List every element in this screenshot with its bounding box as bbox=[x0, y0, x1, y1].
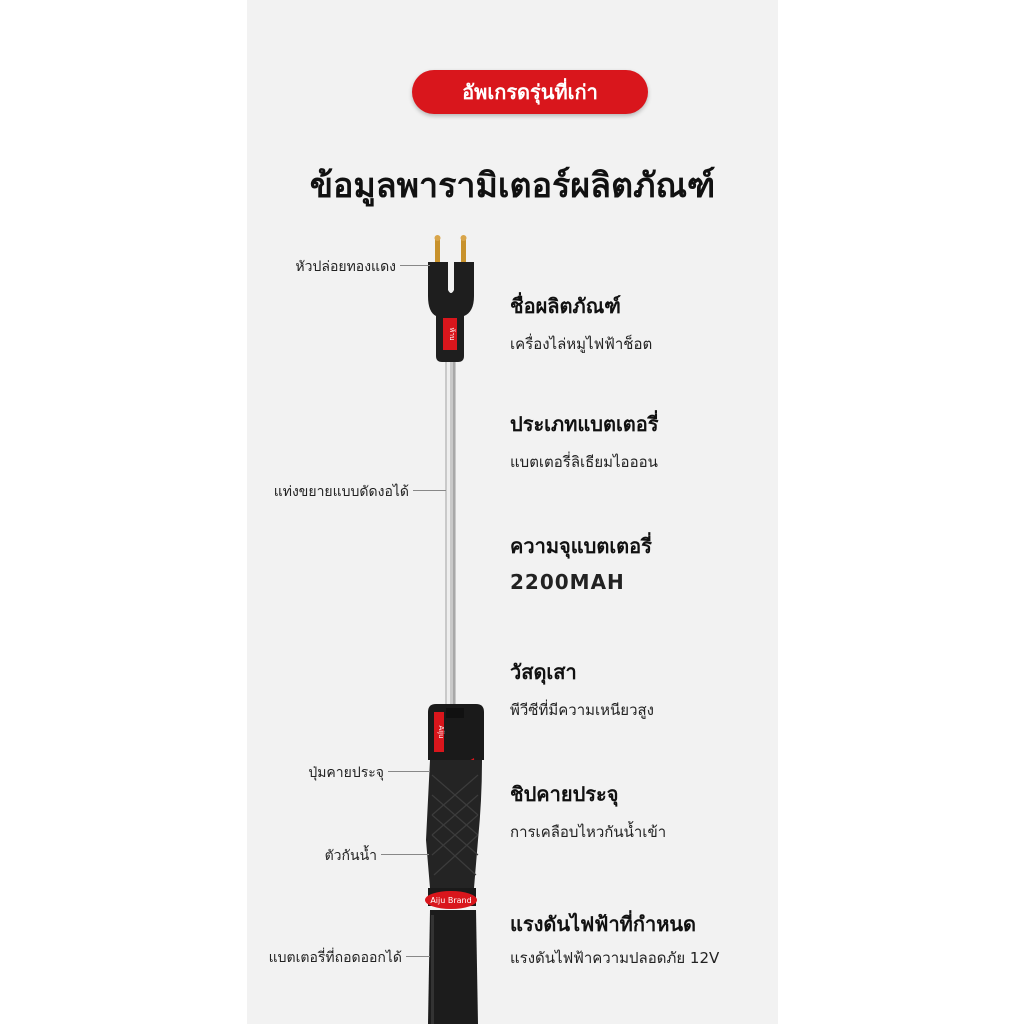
part-label-telescopic-rod: แท่งขยายแบบดัดงอได้ bbox=[273, 484, 409, 500]
spec-value: แรงดันไฟฟ้าความปลอดภัย 12V bbox=[510, 949, 720, 967]
spec-product-name bbox=[510, 290, 652, 356]
spec-pole-material bbox=[510, 656, 654, 722]
leader-telescopic-rod bbox=[413, 490, 446, 491]
part-label-battery: แบตเตอรี่ที่ถอดออกได้ bbox=[268, 950, 402, 966]
spec-discharge-chip bbox=[510, 778, 666, 844]
spec-battery-type bbox=[510, 408, 659, 474]
part-label-copper-tip: หัวปล่อยทองแดง bbox=[295, 259, 396, 275]
spec-heading: ชื่อผลิตภัณฑ์ bbox=[510, 294, 621, 318]
spec-heading: ประเภทแบตเตอรี่ bbox=[510, 412, 659, 436]
upgrade-badge: อัพเกรดรุ่นที่เก่า bbox=[412, 70, 648, 114]
spec-heading: วัสดุเสา bbox=[510, 660, 577, 684]
part-label-discharge-button: ปุ่มคายประจุ bbox=[308, 765, 384, 781]
spec-heading: แรงดันไฟฟ้าที่กำหนด bbox=[510, 912, 697, 936]
spec-heading: ความจุแบตเตอรี่ bbox=[510, 534, 652, 558]
spec-battery-capacity bbox=[510, 530, 652, 594]
spec-rated-voltage bbox=[510, 908, 719, 970]
leader-copper-tip bbox=[400, 265, 430, 266]
page-title: ข้อมูลพารามิเตอร์ผลิตภัณฑ์ bbox=[309, 166, 716, 206]
spec-value: แบตเตอรี่ลิเธียมไอออน bbox=[510, 453, 658, 471]
spec-value: การเคลือบไหวกันน้ำเข้า bbox=[510, 823, 667, 841]
head-label-text: ห้าบ bbox=[448, 327, 456, 341]
leader-battery bbox=[406, 956, 430, 957]
leader-discharge-button bbox=[388, 771, 430, 772]
copper-pin-right bbox=[461, 238, 466, 264]
leader-waterproof bbox=[381, 854, 429, 855]
spec-heading: ชิปคายประจุ bbox=[510, 782, 619, 806]
part-label-waterproof: ตัวกันน้ำ bbox=[324, 848, 377, 864]
handle-label-text: Aiju bbox=[437, 725, 445, 739]
brand-badge-text: Aiju Brand bbox=[430, 896, 472, 905]
spec-value: พีวีซีที่มีความเหนียวสูง bbox=[510, 701, 654, 719]
battery-section bbox=[428, 910, 478, 1024]
copper-pin-left bbox=[435, 238, 440, 264]
spec-value: 2200MAH bbox=[510, 570, 625, 594]
spec-value: เครื่องไล่หมูไฟฟ้าช็อต bbox=[510, 335, 653, 353]
